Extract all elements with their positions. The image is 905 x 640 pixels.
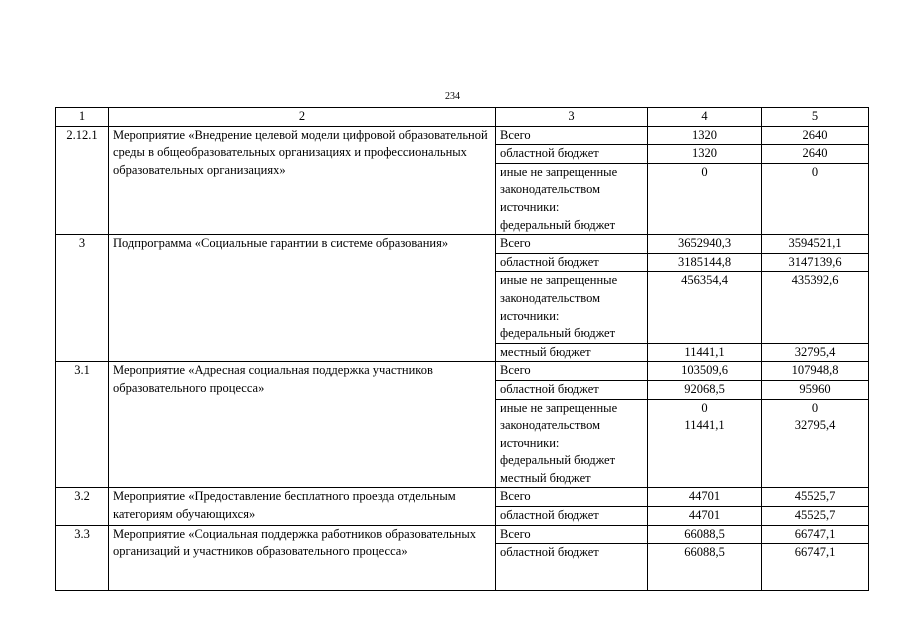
funding-source: иные не запрещенные законодательством источники: федеральный бюджет bbox=[496, 163, 648, 234]
value-col-5: 2640 bbox=[762, 126, 869, 145]
funding-source: областной бюджет bbox=[496, 507, 648, 526]
value-col-5: 66747,1 bbox=[762, 525, 869, 544]
item-number: 3.2 bbox=[56, 488, 109, 525]
value-col-4: 1320 bbox=[648, 126, 762, 145]
column-header-2: 2 bbox=[109, 108, 496, 127]
value-col-4: 44701 bbox=[648, 507, 762, 526]
value-col-4: 1320 bbox=[648, 145, 762, 164]
value-col-5: 3594521,1 bbox=[762, 235, 869, 254]
value-col-4: 66088,5 bbox=[648, 544, 762, 591]
value-col-4: 66088,5 bbox=[648, 525, 762, 544]
funding-source: областной бюджет bbox=[496, 380, 648, 399]
value-col-5: 0 32795,4 bbox=[762, 399, 869, 488]
value-col-5: 66747,1 bbox=[762, 544, 869, 591]
item-name: Мероприятие «Адресная социальная поддержка участников образовательного процесса» bbox=[109, 362, 496, 488]
value-col-4: 3652940,3 bbox=[648, 235, 762, 254]
value-col-4: 3185144,8 bbox=[648, 253, 762, 272]
value-col-4: 0 11441,1 bbox=[648, 399, 762, 488]
value-col-5: 2640 bbox=[762, 145, 869, 164]
value-col-5: 435392,6 bbox=[762, 272, 869, 343]
value-col-5: 32795,4 bbox=[762, 343, 869, 362]
funding-source: областной бюджет bbox=[496, 253, 648, 272]
funding-source: Всего bbox=[496, 362, 648, 381]
value-col-5: 45525,7 bbox=[762, 507, 869, 526]
table-row bbox=[56, 362, 869, 381]
value-col-4: 44701 bbox=[648, 488, 762, 507]
table-row bbox=[56, 126, 869, 145]
budget-table bbox=[55, 107, 869, 591]
table-row bbox=[56, 525, 869, 544]
value-col-5: 45525,7 bbox=[762, 488, 869, 507]
value-col-4: 103509,6 bbox=[648, 362, 762, 381]
funding-source: иные не запрещенные законодательством источники: федеральный бюджет местный бюджет bbox=[496, 399, 648, 488]
funding-source: местный бюджет bbox=[496, 343, 648, 362]
table-row bbox=[56, 488, 869, 507]
item-number: 3 bbox=[56, 235, 109, 362]
value-col-4: 11441,1 bbox=[648, 343, 762, 362]
item-name: Мероприятие «Предоставление бесплатного проезда отдельным категориям обучающихся» bbox=[109, 488, 496, 525]
value-col-5: 0 bbox=[762, 163, 869, 234]
value-col-5: 107948,8 bbox=[762, 362, 869, 381]
funding-source: Всего bbox=[496, 488, 648, 507]
table-row bbox=[56, 235, 869, 254]
page-number: 234 bbox=[445, 91, 460, 102]
column-header-3: 3 bbox=[496, 108, 648, 127]
funding-source: Всего bbox=[496, 525, 648, 544]
item-number: 2.12.1 bbox=[56, 126, 109, 235]
funding-source: областной бюджет bbox=[496, 145, 648, 164]
item-name: Мероприятие «Внедрение целевой модели цифровой образовательной среды в общеобразовательных организациях и профессиональных образовательных организациях» bbox=[109, 126, 496, 235]
funding-source: Всего bbox=[496, 126, 648, 145]
item-name: Подпрограмма «Социальные гарантии в системе образования» bbox=[109, 235, 496, 362]
value-col-5: 3147139,6 bbox=[762, 253, 869, 272]
header-row bbox=[56, 108, 869, 127]
column-header-4: 4 bbox=[648, 108, 762, 127]
funding-source: иные не запрещенные законодательством источники: федеральный бюджет bbox=[496, 272, 648, 343]
value-col-4: 456354,4 bbox=[648, 272, 762, 343]
item-number: 3.3 bbox=[56, 525, 109, 591]
funding-source: областной бюджет bbox=[496, 544, 648, 591]
item-name: Мероприятие «Социальная поддержка работников образовательных организаций и участников образовательного процесса» bbox=[109, 525, 496, 591]
value-col-4: 92068,5 bbox=[648, 380, 762, 399]
column-header-5: 5 bbox=[762, 108, 869, 127]
value-col-4: 0 bbox=[648, 163, 762, 234]
funding-source: Всего bbox=[496, 235, 648, 254]
item-number: 3.1 bbox=[56, 362, 109, 488]
table-body bbox=[56, 126, 869, 591]
value-col-5: 95960 bbox=[762, 380, 869, 399]
table-header bbox=[56, 108, 869, 127]
column-header-1: 1 bbox=[56, 108, 109, 127]
